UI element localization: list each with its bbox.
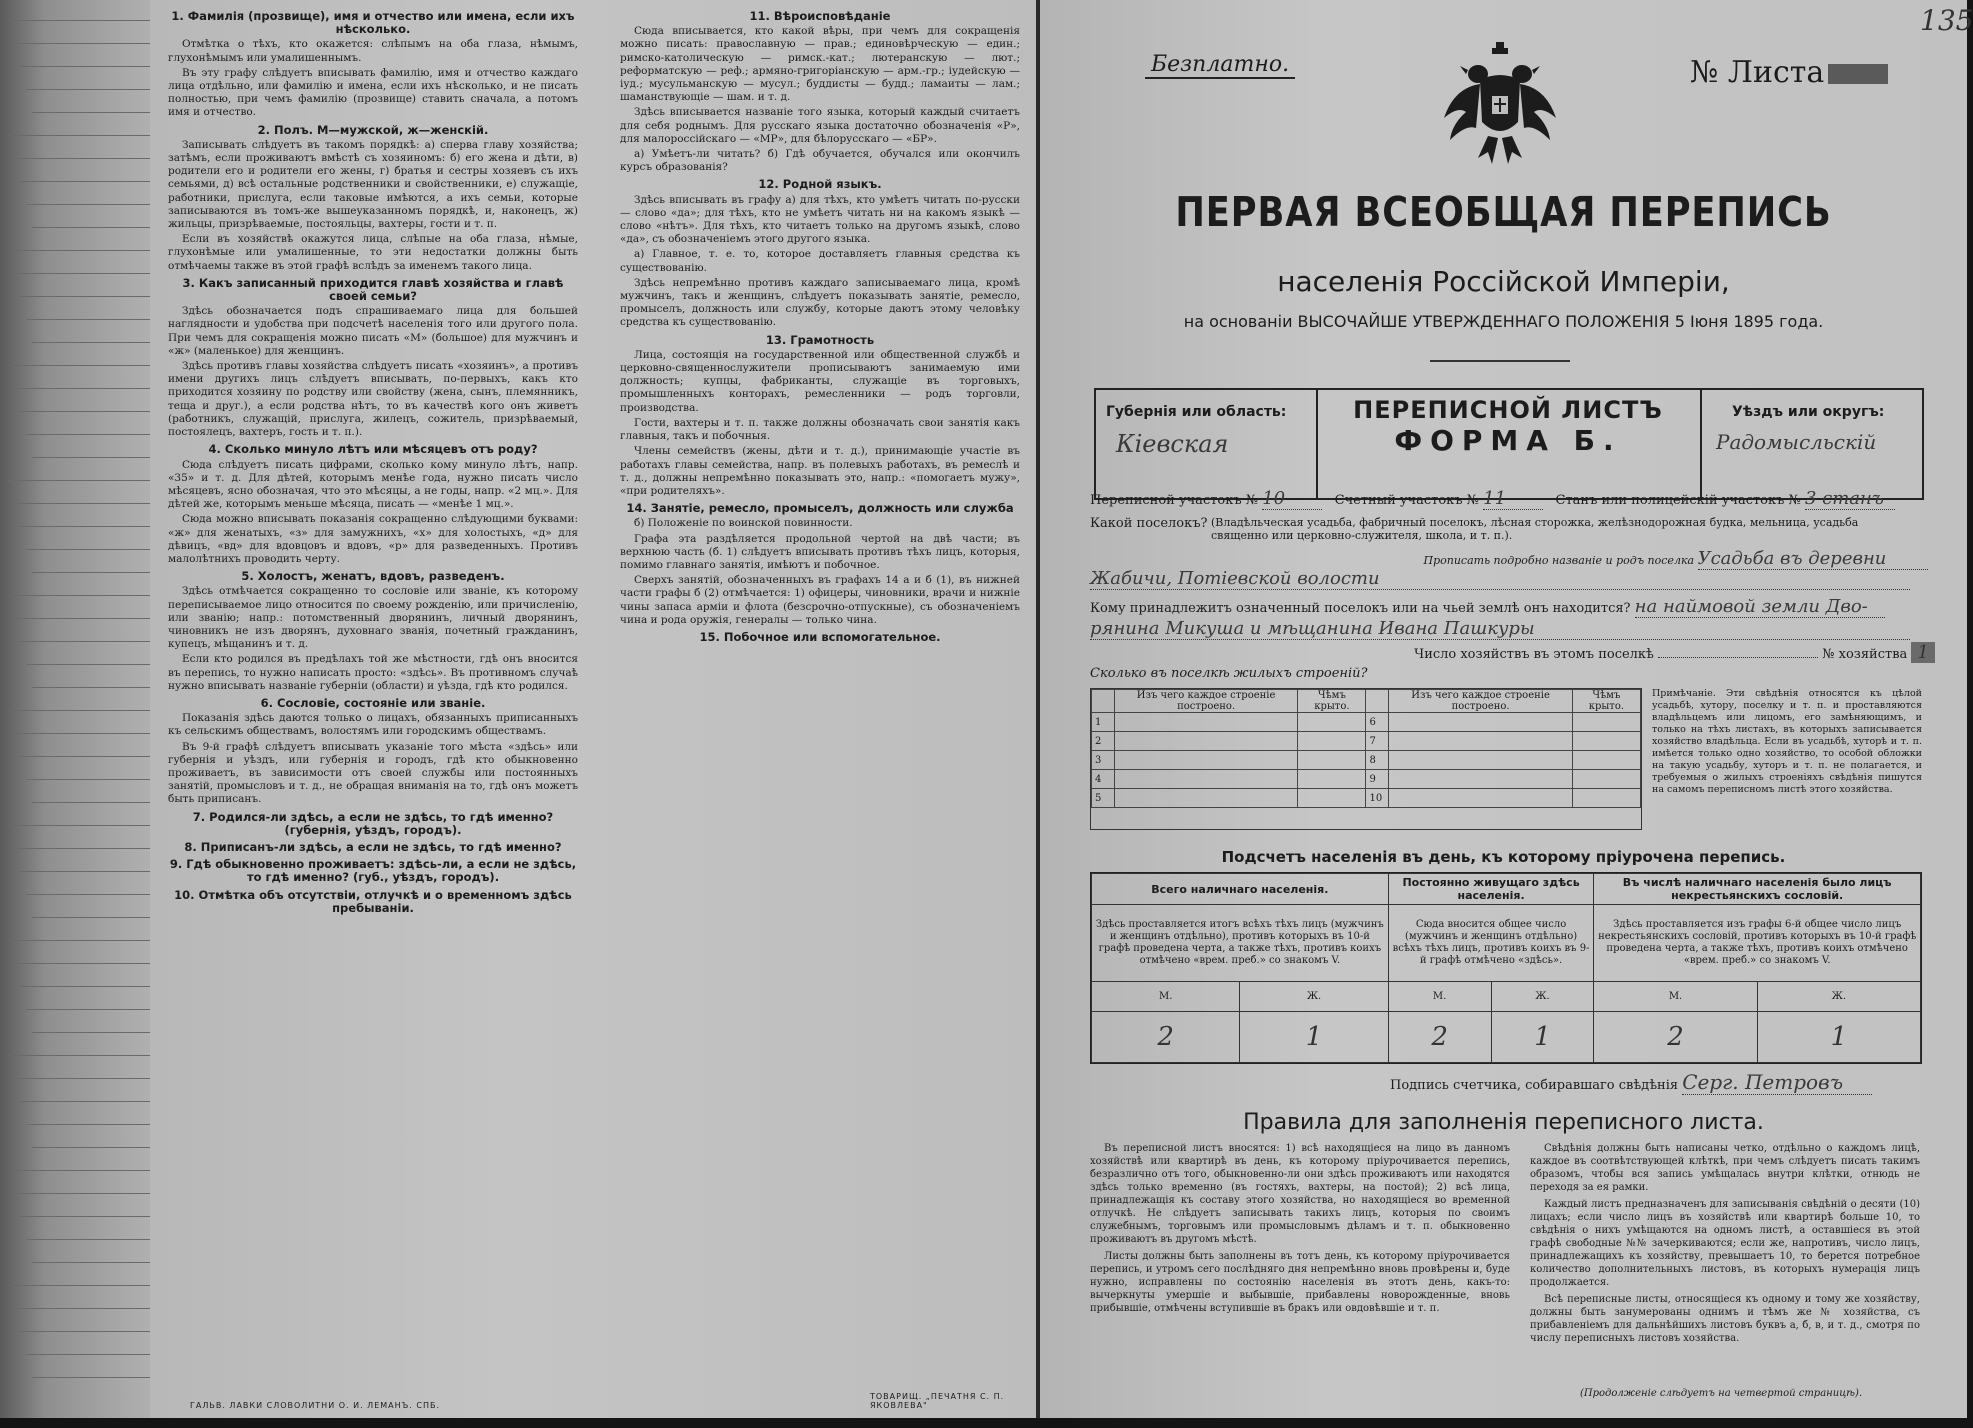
male-count: 2 bbox=[1594, 1012, 1757, 1063]
edge-line bbox=[14, 618, 150, 619]
instructions-column-2 bbox=[620, 6, 1020, 646]
instruction-heading: 13. Грамотность bbox=[765, 332, 875, 347]
edge-line bbox=[20, 526, 150, 527]
instruction-paragraph: Въ 9-й графѣ слѣдуетъ вписывать указаніе того мѣста «здѣсь» или губернія и уѣздъ, или губернія и городъ, гдѣ кто обыкновенно проживаетъ, въ зависимости отъ своей службы или постоянныхъ занятій, промысловъ и т. д., не обращая вниманія на то, гдѣ онъ можетъ быть приписанъ. bbox=[168, 740, 578, 806]
edge-line bbox=[20, 181, 150, 182]
edge-line bbox=[20, 986, 150, 987]
edge-line bbox=[8, 20, 150, 21]
divider bbox=[1430, 360, 1570, 362]
instruction-paragraph: Здѣсь непремѣнно противъ каждаго записываемаго лица, кромѣ мужчинъ, такъ и женщинъ, слѣдуетъ показывать занятіе, ремесло, промыселъ, должность или службу, которые даютъ этому человѣку средства къ существованію. bbox=[620, 276, 1020, 329]
edge-line bbox=[26, 549, 150, 550]
form-subtitle: ФОРМА Б. bbox=[1394, 424, 1622, 457]
form-title: ПЕРЕПИСНОЙ ЛИСТЪ bbox=[1353, 396, 1663, 424]
row-number: 7 bbox=[1366, 732, 1389, 751]
tally-title: Подсчетъ населенія въ день, къ которому пріурочена перепись. bbox=[1221, 848, 1786, 866]
rules-paragraph: Всѣ переписные листы, относящіеся къ одному и тому же хозяйству, должны быть занумерованы однимъ и тѣмъ же № хозяйства, съ прибавленіемъ для дальнѣйшихъ листовъ буквъ а, б, в, и т. д., смотря по числу переписныхъ листовъ хозяйства. bbox=[1530, 1294, 1920, 1344]
owner-row bbox=[1090, 596, 1920, 618]
edge-line bbox=[26, 1009, 150, 1010]
material-cell bbox=[1389, 789, 1572, 808]
edge-line bbox=[32, 1147, 150, 1148]
houses-row bbox=[1092, 713, 1641, 732]
edge-line bbox=[14, 1308, 150, 1309]
owner-label: Кому принадлежитъ означенный поселокъ или на чьей землѣ онъ находится? bbox=[1090, 601, 1631, 616]
settlement-value-2: Жабичи, Потіевской волости bbox=[1090, 568, 1910, 590]
row-number: 3 bbox=[1092, 751, 1115, 770]
edge-line bbox=[14, 1193, 150, 1194]
settlement-value-1: Усадьба въ деревни bbox=[1698, 548, 1928, 570]
edge-line bbox=[26, 894, 150, 895]
gubernia-value: Кіевская bbox=[1116, 430, 1229, 458]
rules-paragraph: Въ переписной листъ вносятся: 1) всѣ находящіеся на лицо въ данномъ хозяйствѣ или квартирѣ въ день, къ которому пріурочивается перепись, безразлично отъ того, обыкновенно-ли они здѣсь проживаютъ или находятся здѣсь только временно (въ гостяхъ, вахтеры, на постой); 2) всѣ лица, принадлежащія къ составу этого хозяйства, но находящіеся во временной отлучкѣ. Не слѣдуетъ записывать такихъ лицъ, которыя по своимъ служебнымъ, торговымъ или промысловымъ дѣламъ и т. п. обыкновенно проживаютъ въ другомъ мѣстѣ. bbox=[1090, 1143, 1510, 1245]
edge-line bbox=[8, 595, 150, 596]
underlying-pages-edge bbox=[0, 0, 150, 1418]
document-title: ПЕРВАЯ ВСЕОБЩАЯ ПЕРЕПИСЬ bbox=[1175, 188, 1832, 236]
roof-cell bbox=[1572, 713, 1640, 732]
edge-line bbox=[32, 802, 150, 803]
edge-line bbox=[14, 273, 150, 274]
roof-cell bbox=[1572, 770, 1640, 789]
edge-line bbox=[14, 1078, 150, 1079]
settlement-hint: (Владѣльческая усадьба, фабричный поселокъ, лѣсная сторожка, желѣзнодорожная будка, мельница, усадьба священно или церковно-служителя, школа, и т. п.). bbox=[1210, 516, 1859, 542]
instruction-paragraph: Показанія здѣсь даются только о лицахъ, обязанныхъ приписанныхъ къ сельскимъ обществамъ, волостямъ или городскимъ обществамъ. bbox=[168, 712, 578, 738]
settlement-row bbox=[1090, 516, 1920, 542]
sheet-number-label: № Листа bbox=[1690, 55, 1825, 90]
edge-line bbox=[26, 779, 150, 780]
edge-line bbox=[8, 365, 150, 366]
uezd-label: Уѣздъ или округъ: bbox=[1732, 404, 1885, 420]
edge-line bbox=[20, 871, 150, 872]
edge-line bbox=[32, 572, 150, 573]
roof-cell bbox=[1572, 732, 1640, 751]
houses-row bbox=[1092, 751, 1641, 770]
edge-line bbox=[14, 158, 150, 159]
rules-paragraph: Листы должны быть заполнены въ тотъ день, къ которому пріурочивается перепись, и утромъ сего послѣдняго дня непремѣнно вновь провѣрены и, буде нужно, исправлены по состоянію населенія въ этотъ день, какъ-то: вычеркнуты умершіе и выбывшіе, прибавлены новорожденные, вновь прибывшіе, отмѣчены вступившіе въ бракъ или овдовѣвшіе и т. п. bbox=[1090, 1251, 1510, 1314]
instruction-paragraph: Здѣсь противъ главы хозяйства слѣдуетъ писать «хозяинъ», а противъ имени другихъ лицъ слѣдуетъ вписывать, по-первыхъ, какъ кто приходится хозяину по родству или свойству (жена, сынъ, племянникъ, теща и друг.), а если родства нѣтъ, то въ качествѣ кого онъ живетъ (работникъ, служащій, прислуга, жилецъ, сожитель, призрѣваемый, постоялецъ, вахтеръ, гость и т. п.). bbox=[168, 360, 578, 439]
gubernia-label: Губернія или область: bbox=[1106, 404, 1287, 420]
instructions-page bbox=[150, 0, 1036, 1418]
form-title-cell bbox=[1318, 390, 1698, 498]
settlement-row-3 bbox=[1090, 568, 1920, 590]
edge-line bbox=[26, 204, 150, 205]
instruction-paragraph: Сюда можно вписывать показанія сокращенно слѣдующими буквами: «ж» для женатыхъ, «з» для замужнихъ, «х» для холостыхъ, «д» для дѣвицъ, «вд» для вдовцовъ и вдовъ, «р» для разведенныхъ. Противъ малолѣтнихъ проводить черту. bbox=[168, 513, 578, 565]
instruction-paragraph: Сюда вписывается, кто какой вѣры, при чемъ для сокращенія можно писать: православную — прав.; единовѣрческую — един.; римско-католическую — римск.-кат.; лютеранскую — лют.; реформатскую — реф.; армяно-григоріанскую — арм.-гр.; іудейскую — іуд.; мусульманскую — мусул.; буддисты — будд.; ламаиты — лам.; шаманствующіе — шам. и т. д. bbox=[620, 25, 1020, 104]
instruction-paragraph: Сюда слѣдуетъ писать цифрами, сколько кому минуло лѣтъ, напр. «35» и т. д. Для дѣтей, которымъ менѣе года, нужно писать число мѣсяцевъ, ясно обозначая, что это мѣсяцы, а не годы, напр. «2 мц.». Для дѣтей же, которымъ меньше мѣсяца, писать — «менѣе 1 мц.». bbox=[168, 458, 578, 511]
material-cell bbox=[1389, 751, 1572, 770]
instruction-paragraph: Графа эта раздѣляется продольной чертой на двѣ части; въ верхнюю часть (б. 1) слѣдуетъ вписывать противъ тѣхъ лицъ, которыя, помимо главнаго занятія, имѣютъ и побочное. bbox=[620, 532, 1020, 571]
instruction-heading: 5. Холостъ, женатъ, вдовъ, разведенъ. bbox=[241, 569, 505, 584]
edge-line bbox=[14, 848, 150, 849]
gubernia-cell bbox=[1096, 390, 1318, 498]
houses-col-material-2: Изъ чего каждое строеніе построено. bbox=[1389, 690, 1572, 713]
edge-line bbox=[8, 825, 150, 826]
edge-line bbox=[32, 342, 150, 343]
edge-line bbox=[14, 503, 150, 504]
header-box bbox=[1094, 388, 1924, 500]
row-number: 9 bbox=[1366, 770, 1389, 789]
edge-line bbox=[32, 1377, 150, 1378]
edge-line bbox=[20, 641, 150, 642]
edge-line bbox=[20, 1331, 150, 1332]
legal-basis: на основаніи ВЫСОЧАЙШЕ УТВЕРЖДЕННАГО ПОЛОЖЕНІЯ 5 Іюня 1895 года. bbox=[1183, 312, 1824, 331]
household-no-label: № хозяйства bbox=[1822, 647, 1908, 662]
households-row bbox=[1090, 642, 1929, 663]
material-cell bbox=[1389, 713, 1572, 732]
instruction-heading: 4. Сколько минуло лѣтъ или мѣсяцевъ отъ роду? bbox=[208, 442, 538, 457]
tally-description: Сюда вносится общее число (мужчинъ и женщинъ отдѣльно) всѣхъ тѣхъ лицъ, противъ коихъ въ 9-й графѣ отмѣчено «здѣсь». bbox=[1388, 905, 1594, 982]
edge-line bbox=[32, 1262, 150, 1263]
sheet-number bbox=[1690, 55, 1888, 90]
district-row bbox=[1090, 488, 1920, 510]
male-count: 2 bbox=[1388, 1012, 1491, 1063]
stan-value: 3 станъ bbox=[1805, 488, 1895, 510]
roof-cell bbox=[1298, 732, 1366, 751]
households-label: Число хозяйствъ въ этомъ поселкѣ bbox=[1414, 647, 1654, 662]
female-count: 1 bbox=[1491, 1012, 1594, 1063]
male-count: 2 bbox=[1092, 1012, 1240, 1063]
uezd-cell bbox=[1700, 390, 1924, 498]
edge-line bbox=[26, 1354, 150, 1355]
female-label: Ж. bbox=[1491, 982, 1594, 1012]
instruction-heading: 10. Отмѣтка объ отсутствіи, отлучкѣ и о временномъ здѣсь пребываніи. bbox=[174, 887, 572, 915]
district-value: 10 bbox=[1262, 488, 1322, 510]
edge-line bbox=[8, 1170, 150, 1171]
houses-col-roof: Чѣмъ крыто. bbox=[1298, 690, 1366, 713]
male-label: М. bbox=[1594, 982, 1757, 1012]
instruction-heading: 12. Родной языкъ. bbox=[758, 177, 882, 192]
household-no-value: 1 bbox=[1911, 642, 1934, 663]
edge-line bbox=[26, 664, 150, 665]
male-label: М. bbox=[1092, 982, 1240, 1012]
houses-row bbox=[1092, 770, 1641, 789]
edge-line bbox=[26, 89, 150, 90]
printer-imprint-right: ТОВАРИЩ. „ПЕЧАТНЯ С. П. ЯКОВЛЕВА" bbox=[870, 1392, 1005, 1410]
edge-line bbox=[26, 319, 150, 320]
houses-col-material: Изъ чего каждое строеніе построено. bbox=[1115, 690, 1298, 713]
female-label: Ж. bbox=[1757, 982, 1920, 1012]
roof-cell bbox=[1298, 713, 1366, 732]
instruction-paragraph: Лица, состоящія на государственной или общественной службѣ и церковно-священнослужители прописываютъ занимаемую ими должность; купцы, фабриканты, служащіе въ торговыхъ, промышленныхъ конторахъ, ремесленники — родъ торговли, производства. bbox=[620, 348, 1020, 414]
material-cell bbox=[1389, 770, 1572, 789]
instruction-paragraph: Сверхъ занятій, обозначенныхъ въ графахъ 14 а и б (1), въ нижней части графы б (2) отмѣчается: 1) офицеры, чиновники, врачи и нижніе чины запаса арміи и флота (безсрочно-отпускные), съ обозначеніемъ чина и рода оружія, генералы — только чина. bbox=[620, 574, 1020, 626]
material-cell bbox=[1389, 732, 1572, 751]
roof-cell bbox=[1298, 770, 1366, 789]
row-number: 4 bbox=[1092, 770, 1115, 789]
instruction-paragraph: Записывать слѣдуетъ въ такомъ порядкѣ: а) сперва главу хозяйства; затѣмъ, если проживаютъ вмѣстѣ съ хозяиномъ: б) его жена и дѣти, в) родители его и родители его жены, г) братья и сестры хозяевъ съ ихъ семьями, д) всѣ остальные родственники и свойственники, е) служащіе, работники, прислуга, если таковые имѣются, а ихъ семьи, которые записываются въ томъ-же вышеуказанномъ порядкѣ, и, наконецъ, ж) жильцы, призрѣваемые, постояльцы, вахтеры, гости и т. п. bbox=[168, 138, 578, 231]
edge-line bbox=[26, 1124, 150, 1125]
settlement-label: Какой поселокъ? bbox=[1090, 516, 1208, 531]
female-label: Ж. bbox=[1240, 982, 1388, 1012]
edge-line bbox=[32, 687, 150, 688]
instruction-heading: 11. Вѣроисповѣданіе bbox=[749, 9, 891, 23]
instruction-paragraph: Гости, вахтеры и т. п. также должны обозначать свои занятія какъ главныя, такъ и побочныя. bbox=[620, 416, 1020, 443]
roof-cell bbox=[1572, 751, 1640, 770]
instruction-paragraph: а) Умѣетъ-ли читать? б) Гдѣ обучается, обучался или окончилъ курсъ образованія? bbox=[620, 148, 1020, 174]
tally-heading: Постоянно живущаго здѣсь населенія. bbox=[1388, 874, 1594, 905]
instruction-paragraph: Здѣсь отмѣчается сокращенно то сословіе или званіе, къ которому переписываемое лицо относится по своему рожденію, или причисленію, или званію; напр.: потомственный дворянинъ, личный дворянинъ, чиновникъ не изъ дворянъ, духовнаго званія, почетный гражданинъ, купецъ, мѣщанинъ и т. д. bbox=[168, 585, 578, 651]
row-number: 6 bbox=[1366, 713, 1389, 732]
signature-label: Подпись счетчика, собиравшаго свѣдѣнія bbox=[1390, 1078, 1679, 1093]
owner-row-2 bbox=[1090, 618, 1920, 640]
instruction-heading: 3. Какъ записанный приходится главѣ хозяйства и главѣ своей семьи? bbox=[182, 275, 564, 304]
row-number: 5 bbox=[1092, 789, 1115, 808]
tally-heading: Въ числѣ наличнаго населенія было лицъ некрестьянскихъ сословій. bbox=[1594, 874, 1921, 905]
rules-column-1 bbox=[1090, 1142, 1510, 1319]
rules-paragraph: Каждый листъ предназначенъ для записыванія свѣдѣній о десяти (10) лицахъ; если число лицъ въ хозяйствѣ или квартирѣ больше 10, то свѣдѣнія о нихъ умѣщаются на одномъ листѣ, а оставшіеся въ этой графѣ свободные №№ зачеркиваются; если же, напротивъ, число лицъ, принадлежащихъ къ хозяйству, превышаетъ 10, то берется потребное количество дополнительныхъ листовъ, въ которыхъ нумерація лицъ продолжается. bbox=[1530, 1199, 1920, 1288]
printer-imprint-left: ГАЛЬВ. ЛАВКИ СЛОВОЛИТНИ О. И. ЛЕМАНЪ. СПБ. bbox=[190, 1401, 441, 1410]
tally-description: Здѣсь проставляется изъ графы 6-й общее число лицъ некрестьянскихъ сословій, противъ которыхъ въ 10-й графѣ проведена черта, а также тѣхъ, противъ коихъ отмѣчено «врем. преб.» со знакомъ V. bbox=[1594, 905, 1921, 982]
households-value bbox=[1658, 657, 1818, 658]
row-number: 8 bbox=[1366, 751, 1389, 770]
edge-line bbox=[26, 1239, 150, 1240]
instruction-paragraph: Члены семействъ (жены, дѣти и т. д.), принимающіе участіе въ работахъ главы семейства, напр. въ полевыхъ работахъ, въ ремеслѣ и т. д., должны непремѣнно показывать это, напр.: «помогаетъ мужу», «при родителяхъ». bbox=[620, 445, 1020, 497]
archive-page-number: 135 bbox=[1920, 4, 1973, 37]
roof-cell bbox=[1572, 789, 1640, 808]
sheet-number-blot bbox=[1828, 64, 1888, 84]
settlement-row-2 bbox=[1090, 548, 1920, 570]
edge-line bbox=[26, 434, 150, 435]
edge-line bbox=[32, 917, 150, 918]
edge-line bbox=[14, 43, 150, 44]
rules-continuation: (Продолженіе слѣдуетъ на четвертой страницѣ). bbox=[1580, 1388, 1863, 1399]
edge-line bbox=[14, 388, 150, 389]
instruction-paragraph: а) Главное, т. е. то, которое доставляетъ главныя средства къ существованію. bbox=[620, 248, 1020, 274]
population-tally-table bbox=[1090, 872, 1922, 1064]
houses-row bbox=[1092, 732, 1641, 751]
instruction-heading: 8. Приписанъ-ли здѣсь, а если не здѣсь, то гдѣ именно? bbox=[184, 839, 562, 854]
edge-line bbox=[8, 250, 150, 251]
double-headed-eagle-icon bbox=[1440, 40, 1560, 170]
district-label: Переписной участокъ № bbox=[1090, 493, 1259, 508]
edge-line bbox=[8, 940, 150, 941]
row-number: 1 bbox=[1092, 713, 1115, 732]
signature-row bbox=[1390, 1070, 1872, 1095]
edge-line bbox=[8, 1285, 150, 1286]
material-cell bbox=[1115, 751, 1298, 770]
instruction-heading: 2. Полъ. М—мужской, ж—женскій. bbox=[257, 122, 489, 137]
edge-line bbox=[32, 1032, 150, 1033]
edge-line bbox=[20, 66, 150, 67]
signature-value: Серг. Петровъ bbox=[1682, 1070, 1872, 1095]
roof-cell bbox=[1298, 751, 1366, 770]
rules-paragraph: Свѣдѣнія должны быть написаны четко, отдѣльно о каждомъ лицѣ, каждое въ соотвѣтствующей клѣткѣ, при чемъ слѣдуетъ писать такимъ образомъ, чтобы вся запись умѣщалась внутри клѣтки, отнюдь не переходя за ея рамки. bbox=[1530, 1143, 1920, 1193]
instruction-paragraph: Если кто родился въ предѣлахъ той же мѣстности, гдѣ онъ вносится въ перепись, то нужно написать просто: «здѣсь». Въ противномъ случаѣ нужно вписывать названіе губерніи (области) и уѣзда, гдѣ кто родился. bbox=[168, 653, 578, 692]
count-district-value: 11 bbox=[1483, 488, 1543, 510]
edge-line bbox=[20, 411, 150, 412]
count-district-label: Счетный участокъ № bbox=[1334, 493, 1479, 508]
edge-line bbox=[32, 112, 150, 113]
instruction-paragraph: Здѣсь обозначается подъ спрашиваемаго лица для большей наглядности и удобства при подсчетѣ населенія того или другого пола. При чемъ для сокращенія можно писать «М» (большое) для мужчинъ и «ж» (маленькое) для женщинъ. bbox=[168, 305, 578, 357]
instruction-paragraph: Въ эту графу слѣдуетъ вписывать фамилію, имя и отчество каждаго лица отдѣльно, или фамилію и имена, если ихъ нѣсколько, и не писать полностью, при чемъ фамилію (прозвище) ставить сначала, а потомъ имя и отчество. bbox=[168, 66, 578, 119]
document-subtitle: населенія Россійской Имперіи, bbox=[1277, 265, 1730, 298]
edge-line bbox=[20, 756, 150, 757]
owner-value-1: на наймовой земли Дво- bbox=[1635, 596, 1885, 618]
instruction-paragraph: б) Положеніе по воинской повинности. bbox=[634, 517, 853, 530]
edge-line bbox=[20, 1101, 150, 1102]
settlement-instruction: Прописать подробно названіе и родъ поселка bbox=[1423, 554, 1695, 567]
instruction-paragraph: Здѣсь вписывать въ графу а) для тѣхъ, кто умѣетъ читать по-русски — слово «да»; для тѣхъ, кто не умѣетъ читать ни на какомъ языкѣ — слово «нѣтъ». Для тѣхъ, кто читаетъ только на другомъ языкѣ, слово «да», съ обозначеніемъ этого другого языка. bbox=[620, 193, 1020, 246]
female-count: 1 bbox=[1757, 1012, 1920, 1063]
edge-line bbox=[14, 963, 150, 964]
male-label: М. bbox=[1388, 982, 1491, 1012]
edge-line bbox=[8, 480, 150, 481]
instruction-heading: 6. Сословіе, состояніе или званіе. bbox=[260, 695, 486, 710]
material-cell bbox=[1115, 732, 1298, 751]
free-label: Безплатно. bbox=[1145, 52, 1295, 79]
edge-line bbox=[20, 1216, 150, 1217]
instruction-heading: 1. Фамилія (прозвище), имя и отчество или имена, если ихъ нѣсколько. bbox=[171, 9, 575, 37]
row-number: 10 bbox=[1366, 789, 1389, 808]
tally-heading: Всего наличнаго населенія. bbox=[1092, 874, 1389, 905]
edge-line bbox=[20, 296, 150, 297]
houses-label: Сколько въ поселкѣ жилыхъ строеній? bbox=[1090, 666, 1368, 681]
edge-line bbox=[32, 457, 150, 458]
uezd-value: Радомысльскій bbox=[1716, 430, 1877, 454]
tally-description: Здѣсь проставляется итогъ всѣхъ тѣхъ лицъ (мужчинъ и женщинъ отдѣльно), противъ которыхъ въ 10-й графѣ проведена черта, а также тѣхъ, противъ коихъ отмѣчено «врем. преб.» со знакомъ V. bbox=[1092, 905, 1389, 982]
rules-column-2 bbox=[1530, 1142, 1920, 1349]
edge-line bbox=[14, 733, 150, 734]
instruction-paragraph: Отмѣтка о тѣхъ, кто окажется: слѣпымъ на оба глаза, нѣмымъ, глухонѣмымъ или умалишеннымъ. bbox=[168, 38, 578, 64]
row-number: 2 bbox=[1092, 732, 1115, 751]
edge-line bbox=[8, 1055, 150, 1056]
census-form-page bbox=[1040, 0, 1973, 1418]
instructions-column-1 bbox=[168, 6, 578, 917]
female-count: 1 bbox=[1240, 1012, 1388, 1063]
rules-title: Правила для заполненія переписного листа. bbox=[1243, 1110, 1764, 1135]
edge-line bbox=[8, 710, 150, 711]
instruction-paragraph: Здѣсь вписывается названіе того языка, который каждый считаетъ для себя роднымъ. Для русскаго языка достаточно обозначенія «Р», для малороссійскаго — «МР», для бѣлорусскаго — «БР». bbox=[620, 106, 1020, 145]
roof-cell bbox=[1298, 789, 1366, 808]
stan-label: Станъ или полицейскій участокъ № bbox=[1555, 493, 1801, 508]
instruction-heading: 14. Занятіе, ремесло, промыселъ, должность или служба bbox=[626, 501, 1014, 516]
edge-line bbox=[32, 227, 150, 228]
material-cell bbox=[1115, 770, 1298, 789]
houses-col-roof-2: Чѣмъ крыто. bbox=[1572, 690, 1640, 713]
instruction-heading: 15. Побочное или вспомогательное. bbox=[699, 629, 941, 644]
houses-row bbox=[1092, 789, 1641, 808]
instruction-heading: 7. Родился-ли здѣсь, а если не здѣсь, то гдѣ именно? (губернія, уѣздъ, городъ). bbox=[192, 809, 554, 837]
houses-note: Примѣчаніе. Эти свѣдѣнія относятся къ цѣлой усадьбѣ, хутору, поселку и т. п. и проставляются владѣльцемъ или лицомъ, его замѣняющимъ, и только на тѣхъ листахъ, въ которыхъ записывается хозяйство владѣльца. Если въ усадьбѣ, хуторѣ и т. п. имѣется только одно хозяйство, то особой обложки на такую усадьбу, хуторъ и т. п. не полагается, и требуемыя о жилыхъ строеніяхъ свѣдѣнія пишутся на самомъ переписномъ листѣ этого хозяйства. bbox=[1652, 688, 1922, 795]
material-cell bbox=[1115, 713, 1298, 732]
instruction-paragraph: Если въ хозяйствѣ окажутся лица, слѣпые на оба глаза, нѣмые, глухонѣмые или умалишенные, то эти недостатки должны быть отмѣчаемы также въ этой графѣ вслѣдъ за именемъ такого лица. bbox=[168, 233, 578, 272]
edge-line bbox=[8, 135, 150, 136]
material-cell bbox=[1115, 789, 1298, 808]
houses-table bbox=[1090, 688, 1642, 830]
instruction-heading: 9. Гдѣ обыкновенно проживаетъ: здѣсь-ли, а если не здѣсь, то гдѣ именно? (губ., уѣздъ, городъ). bbox=[169, 857, 577, 885]
owner-value-2: рянина Микуша и мѣщанина Ивана Пашкуры bbox=[1090, 618, 1910, 640]
